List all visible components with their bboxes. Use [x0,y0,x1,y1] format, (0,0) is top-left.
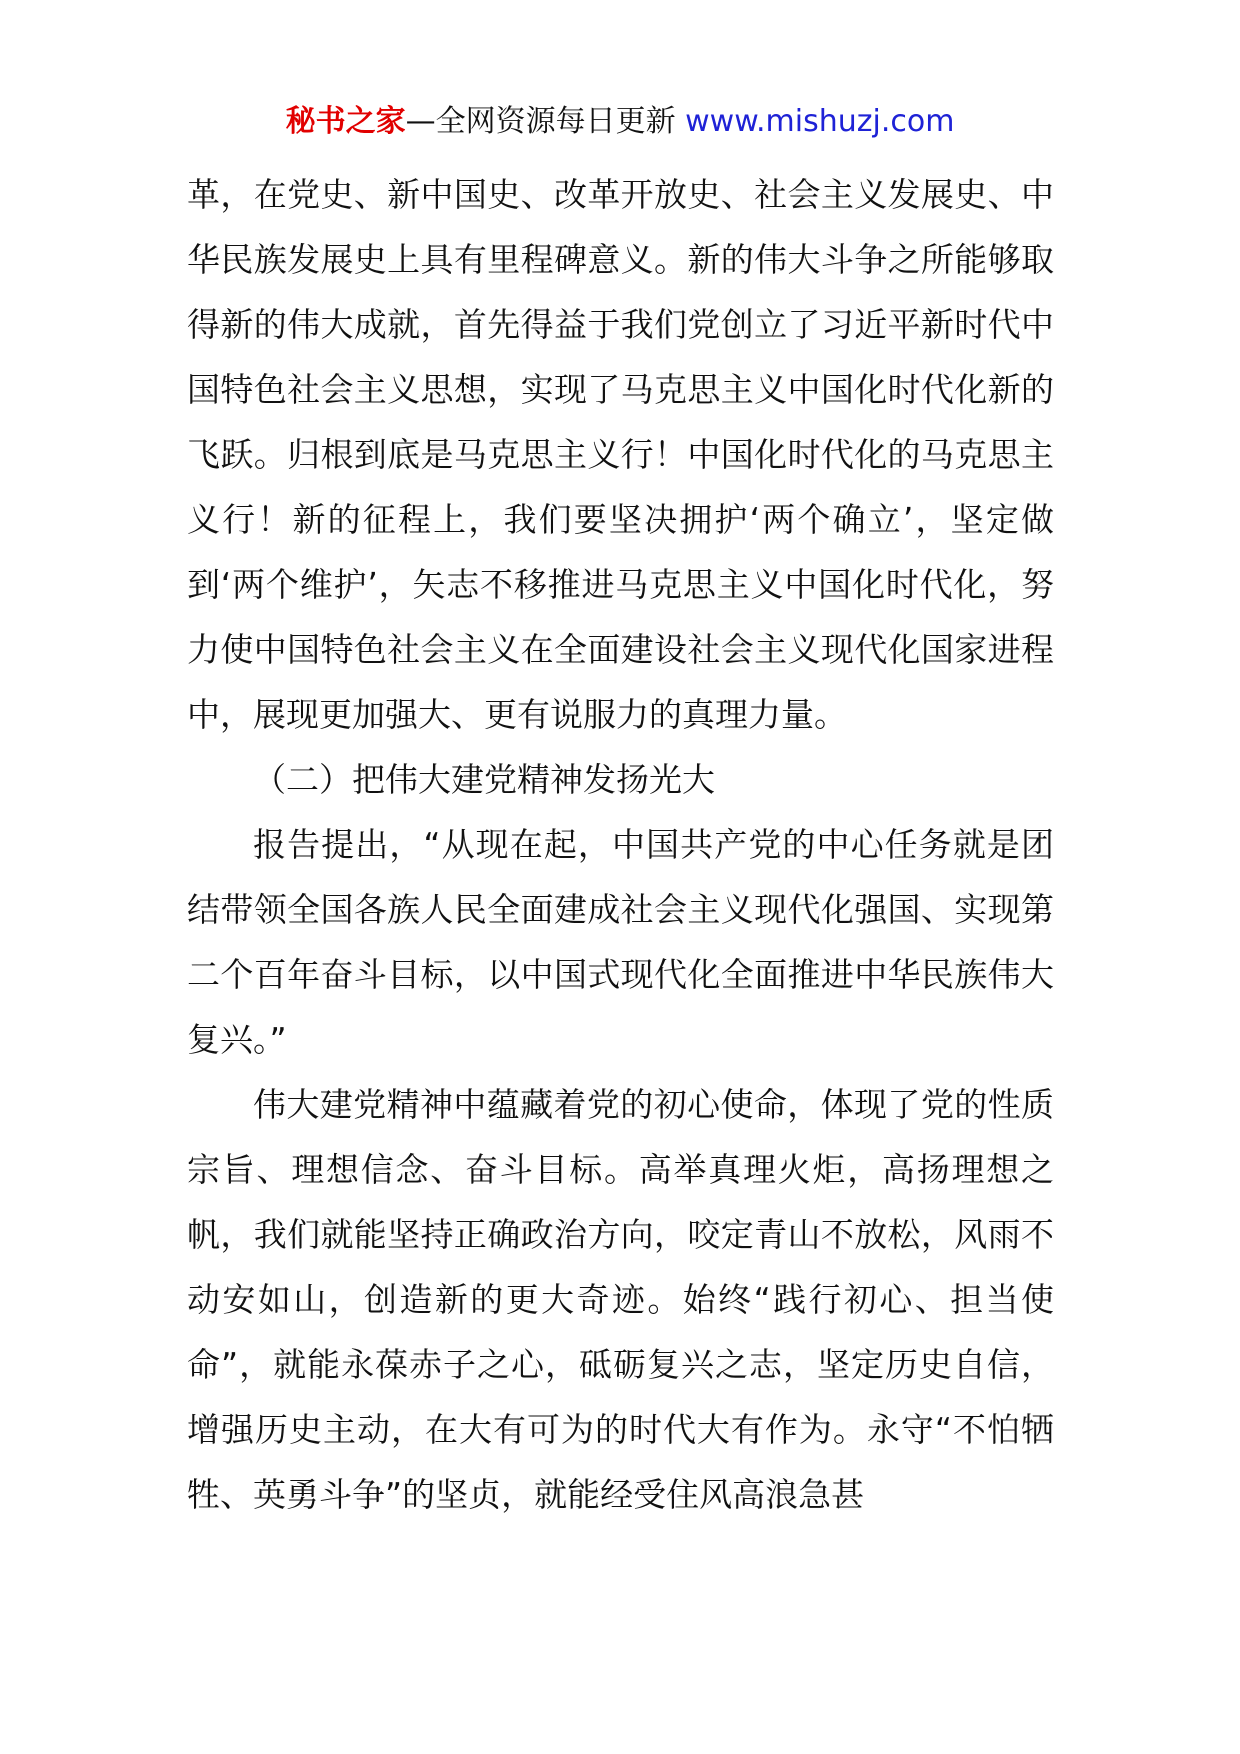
paragraph-continuation: 革，在党史、新中国史、改革开放史、社会主义发展史、中华民族发展史上具有里程碑意义。新的伟大斗争之所能够取得新的伟大成就，首先得益于我们党创立了习近平新时代中国特色社会主义思想，实现了马克思主义中国化时代化新的飞跃。归根到底是马克思主义行！中国化时代化的马克思主义行！新的征程上，我们要坚决拥护‘两个确立’，坚定做到‘两个维护’，矢志不移推进马克思主义中国化时代化，努力使中国特色社会主义在全面建设社会主义现代化国家进程中，展现更加强大、更有说服力的真理力量。 [187,175,1054,734]
section-heading: （二）把伟大建党精神发扬光大 [253,760,715,799]
header-brand: 秘书之家 [285,104,406,139]
header-site-link[interactable]: www.mishuzj.com [685,104,955,139]
paragraph-party-spirit: 伟大建党精神中蕴藏着党的初心使命，体现了党的性质宗旨、理想信念、奋斗目标。高举真理火炬，高扬理想之帆，我们就能坚持正确政治方向，咬定青山不放松，风雨不动安如山，创造新的更大奇迹。始终“践行初心、担当使命”，就能永葆赤子之心，砥砺复兴之志，坚定历史自信，增强历史主动，在大有可为的时代大有作为。永守“不怕牺牲、英勇斗争”的坚贞，就能经受住风高浪急甚 [187,1085,1054,1514]
paragraph-report-quote: 报告提出，“从现在起，中国共产党的中心任务就是团结带领全国各族人民全面建成社会主义现代化强国、实现第二个百年奋斗目标，以中国式现代化全面推进中华民族伟大复兴。” [187,825,1054,1059]
header-tagline: —全网资源每日更新 [405,104,676,139]
document-body [187,162,1054,1527]
page-header [0,102,1240,142]
